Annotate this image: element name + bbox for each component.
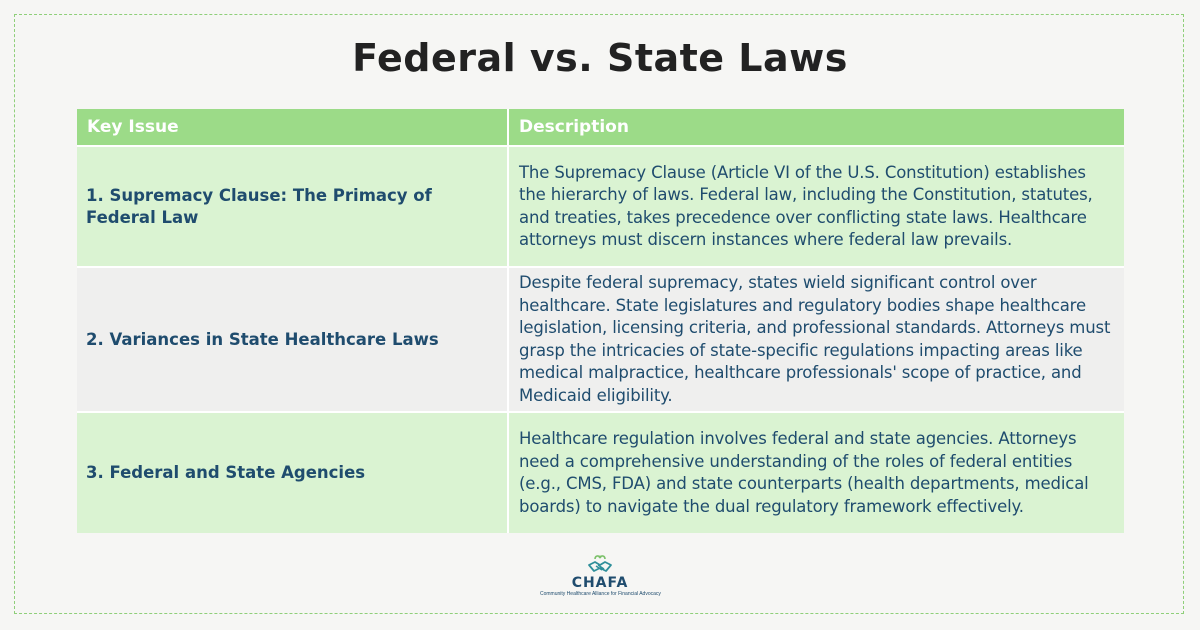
description-cell: The Supremacy Clause (Article VI of the U.S. Constitution) establishes the hierarchy of laws. Federal law, including the Constitution, statutes, and treaties, takes precedence over conflicting state laws. Healthcare attorneys must discern instances where federal law prevails. <box>508 146 1124 267</box>
description-cell: Despite federal supremacy, states wield significant control over healthcare. State legislatures and regulatory bodies shape healthcare legislation, licensing criteria, and professional standards. Attorneys must grasp the intricacies of state-specific regulations impacting areas like medical malpractice, healthcare professionals' scope of practice, and Medicaid eligibility. <box>508 267 1124 412</box>
chafa-logo <box>540 553 660 605</box>
logo-name: CHAFA <box>571 575 629 591</box>
handshake-icon <box>586 553 614 575</box>
description-cell: Healthcare regulation involves federal and state agencies. Attorneys need a comprehensive understanding of the roles of federal entities (e.g., CMS, FDA) and state counterparts (health departments, medical boards) to navigate the dual regulatory framework effectively. <box>508 412 1124 533</box>
page-title: Federal vs. State Laws <box>352 36 848 80</box>
table-row <box>77 412 1124 533</box>
header-key-issue: Key Issue <box>77 109 508 146</box>
key-issue-cell: 3. Federal and State Agencies <box>77 412 508 533</box>
header-description: Description <box>508 109 1124 146</box>
laws-table <box>77 109 1124 533</box>
key-issue-cell: 1. Supremacy Clause: The Primacy of Federal Law <box>77 146 508 267</box>
logo-tagline: Community Healthcare Alliance for Financial Advocacy <box>540 591 661 597</box>
table-row <box>77 267 1124 412</box>
table-header-row <box>77 109 1124 146</box>
key-issue-cell: 2. Variances in State Healthcare Laws <box>77 267 508 412</box>
table-row <box>77 146 1124 267</box>
